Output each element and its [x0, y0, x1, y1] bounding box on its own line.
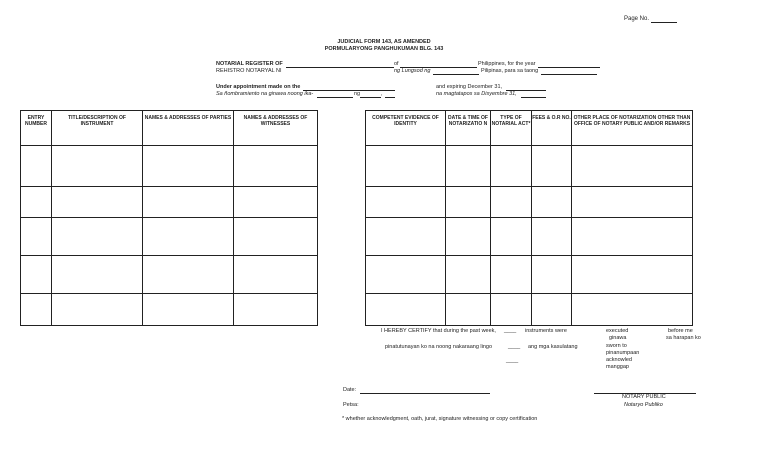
form-title: JUDICIAL FORM 143, AS AMENDED — [337, 39, 431, 45]
table-cell[interactable] — [532, 218, 572, 256]
table-cell[interactable] — [234, 294, 318, 326]
certify-blank2[interactable]: ____ — [508, 344, 521, 350]
table-cell[interactable] — [491, 294, 532, 326]
register-year-line[interactable] — [538, 67, 600, 68]
table-cell[interactable] — [366, 187, 446, 218]
header-evidence-identity: COMPETENT EVIDENCE OF IDENTITY — [366, 111, 446, 146]
expiring-label-tl: na magtatapos sa Disyembre 31, — [436, 91, 517, 97]
table-cell[interactable] — [143, 256, 234, 294]
table-cell[interactable] — [532, 294, 572, 326]
table-cell[interactable] — [446, 187, 491, 218]
certify-instruments: instruments were — [525, 328, 567, 334]
certify-blank1[interactable]: ____ — [504, 328, 517, 334]
certify-sworn: sworn to — [606, 343, 627, 349]
certify-ginawa: ginawa — [609, 335, 627, 341]
appointment-day-line[interactable] — [317, 97, 353, 98]
register-city-tl: ng Lungsod ng — [394, 68, 431, 74]
table-cell[interactable] — [143, 294, 234, 326]
register-name-line[interactable] — [286, 67, 394, 68]
table-cell[interactable] — [234, 146, 318, 187]
table-cell[interactable] — [446, 294, 491, 326]
certify-line2: pinatutunayan ko na noong nakaraang lingo — [385, 344, 493, 350]
expiring-year-tl-line[interactable] — [521, 97, 546, 98]
header-date-time: DATE & TIME OF NOTARIZATIO N — [446, 111, 491, 146]
header-type-notarial-act: TYPE OF NOTARIAL ACT* — [491, 111, 532, 146]
table-cell[interactable] — [532, 187, 572, 218]
appointment-year-line[interactable] — [385, 97, 395, 98]
table-cell[interactable] — [491, 187, 532, 218]
table-row — [366, 146, 693, 187]
table-cell[interactable] — [21, 146, 52, 187]
expiring-label: and expiring December 31, — [436, 84, 503, 90]
header-title-description: TITLE/DESCRIPTION OF INSTRUMENT — [52, 111, 143, 146]
table-cell[interactable] — [572, 187, 693, 218]
table-cell[interactable] — [532, 146, 572, 187]
table-row — [21, 187, 318, 218]
certify-acknowled: acknowled — [606, 357, 632, 363]
table-cell[interactable] — [143, 187, 234, 218]
header-witnesses: NAMES & ADDRESSES OF WITNESSES — [234, 111, 318, 146]
notary-public-label: NOTARY PUBLIC — [622, 394, 666, 400]
register-label: NOTARIAL REGISTER OF — [216, 61, 283, 67]
table-row — [366, 256, 693, 294]
table-row — [21, 218, 318, 256]
table-row — [21, 256, 318, 294]
certify-kasulatan: ang mga kasulatang — [528, 344, 578, 350]
table-cell[interactable] — [491, 218, 532, 256]
certify-executed: executed — [606, 328, 629, 334]
date-line[interactable] — [360, 393, 490, 394]
appointment-ng: ng — [354, 91, 361, 97]
page-no-label: Page No. — [624, 16, 650, 22]
table-cell[interactable] — [21, 187, 52, 218]
table-cell[interactable] — [446, 256, 491, 294]
register-philippines-year: Philippines, for the year — [478, 61, 536, 67]
table-cell[interactable] — [446, 146, 491, 187]
table-cell[interactable] — [52, 218, 143, 256]
table-cell[interactable] — [21, 294, 52, 326]
register-table-left — [20, 110, 318, 326]
register-year-tl-line[interactable] — [541, 74, 597, 75]
certify-before-me: before me — [668, 328, 693, 334]
table-cell[interactable] — [143, 146, 234, 187]
appointment-month-line[interactable] — [360, 97, 381, 98]
table-cell[interactable] — [234, 187, 318, 218]
table-row — [21, 294, 318, 326]
header-parties: NAMES & ADDRESSES OF PARTIES — [143, 111, 234, 146]
register-city-tl-line[interactable] — [433, 74, 479, 75]
date-label: Date: — [343, 387, 357, 393]
table-cell[interactable] — [234, 218, 318, 256]
register-of: of — [394, 61, 399, 67]
certify-line1: I HEREBY CERTIFY that during the past week, — [381, 328, 496, 334]
header-other-place: OTHER PLACE OF NOTARIZATION OTHER THAN OFFICE OF NOTARY PUBLIC AND/OR REMARKS — [572, 111, 693, 146]
notaryo-publiko-label: Notaryo Publiko — [624, 402, 663, 408]
table-cell[interactable] — [572, 218, 693, 256]
register-philippines-year-tl: Pilipinas, para sa taong — [481, 68, 539, 74]
table-cell[interactable] — [572, 146, 693, 187]
table-cell[interactable] — [21, 218, 52, 256]
table-cell[interactable] — [234, 256, 318, 294]
table-cell[interactable] — [491, 256, 532, 294]
table-cell[interactable] — [366, 218, 446, 256]
header-entry-number: ENTRY NUMBER — [21, 111, 52, 146]
certify-harapan: sa harapan ko — [666, 335, 701, 341]
form-title-tl: PORMULARYONG PANGHUKUMAN BLG. 143 — [324, 46, 444, 52]
table-row — [366, 218, 693, 256]
table-row — [366, 187, 693, 218]
table-cell[interactable] — [366, 294, 446, 326]
register-label-tl: REHISTRO NOTARYAL NI — [216, 68, 282, 74]
table-cell[interactable] — [366, 146, 446, 187]
table-cell[interactable] — [366, 256, 446, 294]
table-cell[interactable] — [491, 146, 532, 187]
table-row — [366, 294, 693, 326]
table-cell[interactable] — [52, 294, 143, 326]
table-row — [21, 146, 318, 187]
table-cell[interactable] — [446, 218, 491, 256]
table-cell[interactable] — [532, 256, 572, 294]
certify-blank3[interactable]: ____ — [506, 358, 519, 364]
certify-pinanumpaan: pinanumpaan — [606, 350, 640, 356]
register-table-right — [365, 110, 693, 326]
certify-manggap: manggap — [606, 364, 629, 370]
footnote: * whether acknowledgment, oath, jurat, signature witnessing or copy certification — [342, 416, 538, 422]
table-cell[interactable] — [143, 218, 234, 256]
table-cell[interactable] — [52, 256, 143, 294]
appointment-comma: , — [381, 91, 383, 97]
table-cell[interactable] — [21, 256, 52, 294]
table-cell[interactable] — [52, 146, 143, 187]
header-fees-or: FEES & O.R NO. — [532, 111, 572, 146]
table-cell[interactable] — [572, 256, 693, 294]
table-cell[interactable] — [572, 294, 693, 326]
page-no-line[interactable] — [651, 22, 677, 23]
appointment-label: Under appointment made on the — [216, 84, 301, 90]
appointment-label-tl: Sa ñombramiento na ginawa noong ika- — [216, 91, 314, 97]
petsa-label: Petsa: — [343, 402, 359, 408]
table-cell[interactable] — [52, 187, 143, 218]
